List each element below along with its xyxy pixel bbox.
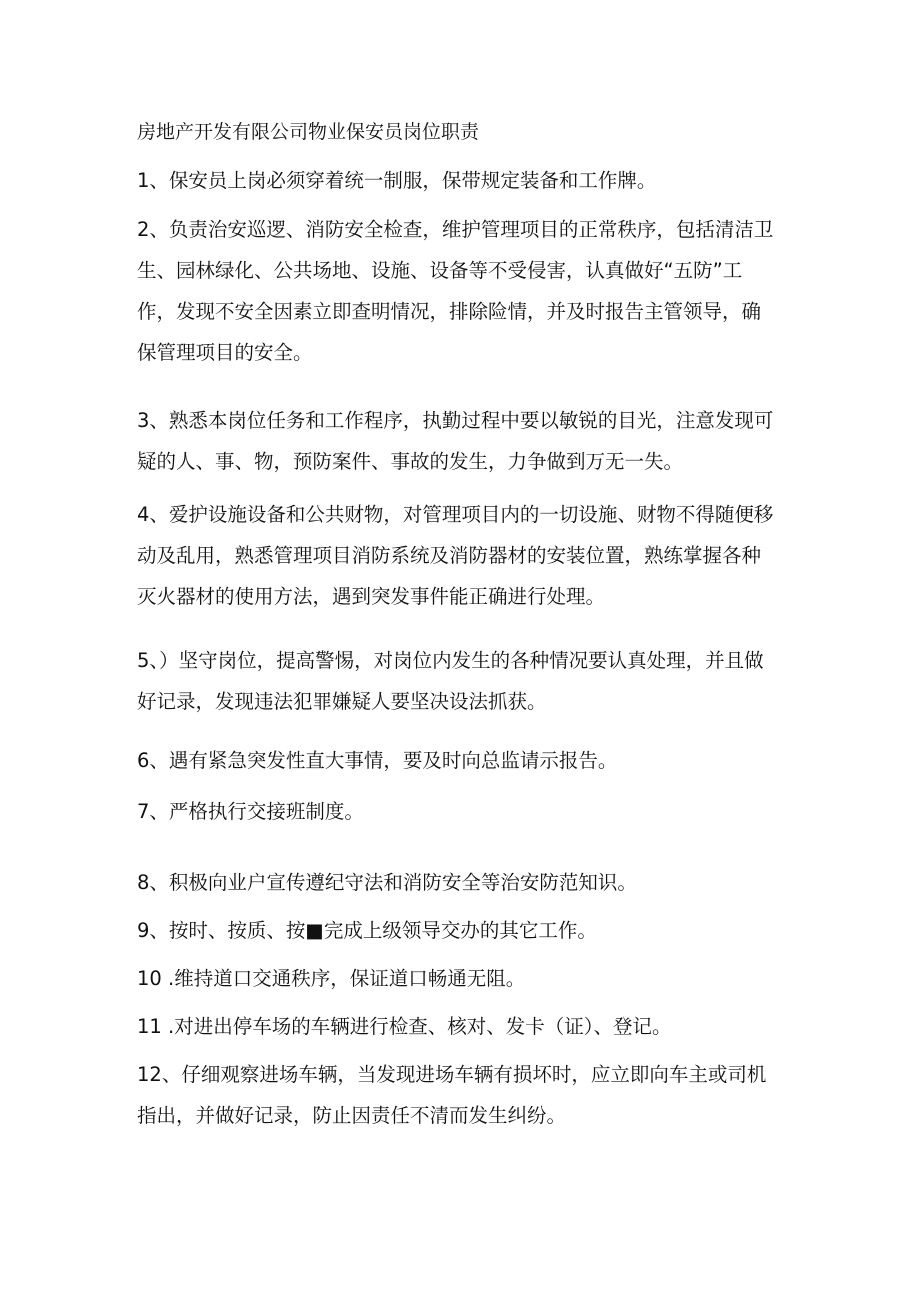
- duty-line: 作，发现不安全因素立即查明情况，排除险情，并及时报告主管领导，确: [137, 300, 762, 323]
- duty-line: 6、遇有紧急突发性直大事情，要及时向总监请示报告。: [137, 749, 618, 772]
- duty-item-8: [137, 862, 791, 903]
- duty-line: 保管理项目的安全。: [137, 341, 313, 364]
- duty-line: 灭火器材的使用方法，遇到突发事件能正确进行处理。: [137, 585, 606, 608]
- duty-item-1: [137, 160, 791, 201]
- duty-item-2: [137, 209, 791, 373]
- duty-line: 动及乱用，熟悉管理项目消防系统及消防器材的安装位置，熟练掌握各种: [137, 544, 762, 567]
- duty-line: 疑的人、事、物，预防案件、事故的发生，力争做到万无一失。: [137, 450, 684, 473]
- duty-item-7: [137, 791, 791, 832]
- duty-line: 1、保安员上岗必须穿着统一制服，保带规定装备和工作牌。: [137, 169, 657, 192]
- duty-item-6: [137, 740, 791, 781]
- duty-item-3: [137, 400, 791, 482]
- duty-item-4: [137, 494, 791, 617]
- duty-line: 2、负责治安巡逻、消防安全检查，维护管理项目的正常秩序，包括清洁卫: [137, 218, 774, 241]
- duty-line: 4、爱护设施设备和公共财物，对管理项目内的一切设施、财物不得随便移: [137, 503, 774, 526]
- duty-line: 5、）坚守岗位，提高警惕，对岗位内发生的各种情况要认真处理，并且做: [137, 649, 764, 672]
- duty-line: 10 .维持道口交通秩序，保证道口畅通无阻。: [137, 967, 526, 990]
- duty-line: 7、严格执行交接班制度。: [137, 800, 364, 823]
- duty-item-10: [137, 958, 791, 999]
- duty-item-9: [137, 910, 791, 951]
- duty-line: 11 .对进出停车场的车辆进行检查、核对、发卡（证）、登记。: [137, 1015, 672, 1038]
- document-title: 房地产开发有限公司物业保安员岗位职责: [137, 121, 480, 143]
- duty-line: 12、仔细观察进场车辆，当发现进场车辆有损坏时，应立即向车主或司机: [137, 1063, 767, 1086]
- duty-line: 3、熟悉本岗位任务和工作程序，执勤过程中要以敏锐的目光，注意发现可: [137, 409, 774, 432]
- duty-item-5: [137, 640, 791, 722]
- duty-line: 9、按时、按质、按■完成上级领导交办的其它工作。: [137, 919, 597, 942]
- duty-line: 8、积极向业户宣传遵纪守法和消防安全等治安防范知识。: [137, 871, 637, 894]
- duty-item-12: [137, 1054, 791, 1136]
- duty-line: 指出，并做好记录，防止因责任不清而发生纠纷。: [137, 1104, 567, 1127]
- duty-line: 生、园林绿化、公共场地、设施、设备等不受侵害，认真做好“五防”工: [137, 259, 743, 282]
- duty-line: 好记录，发现违法犯罪嫌疑人要坚决设法抓获。: [137, 690, 547, 713]
- duty-item-11: [137, 1006, 791, 1047]
